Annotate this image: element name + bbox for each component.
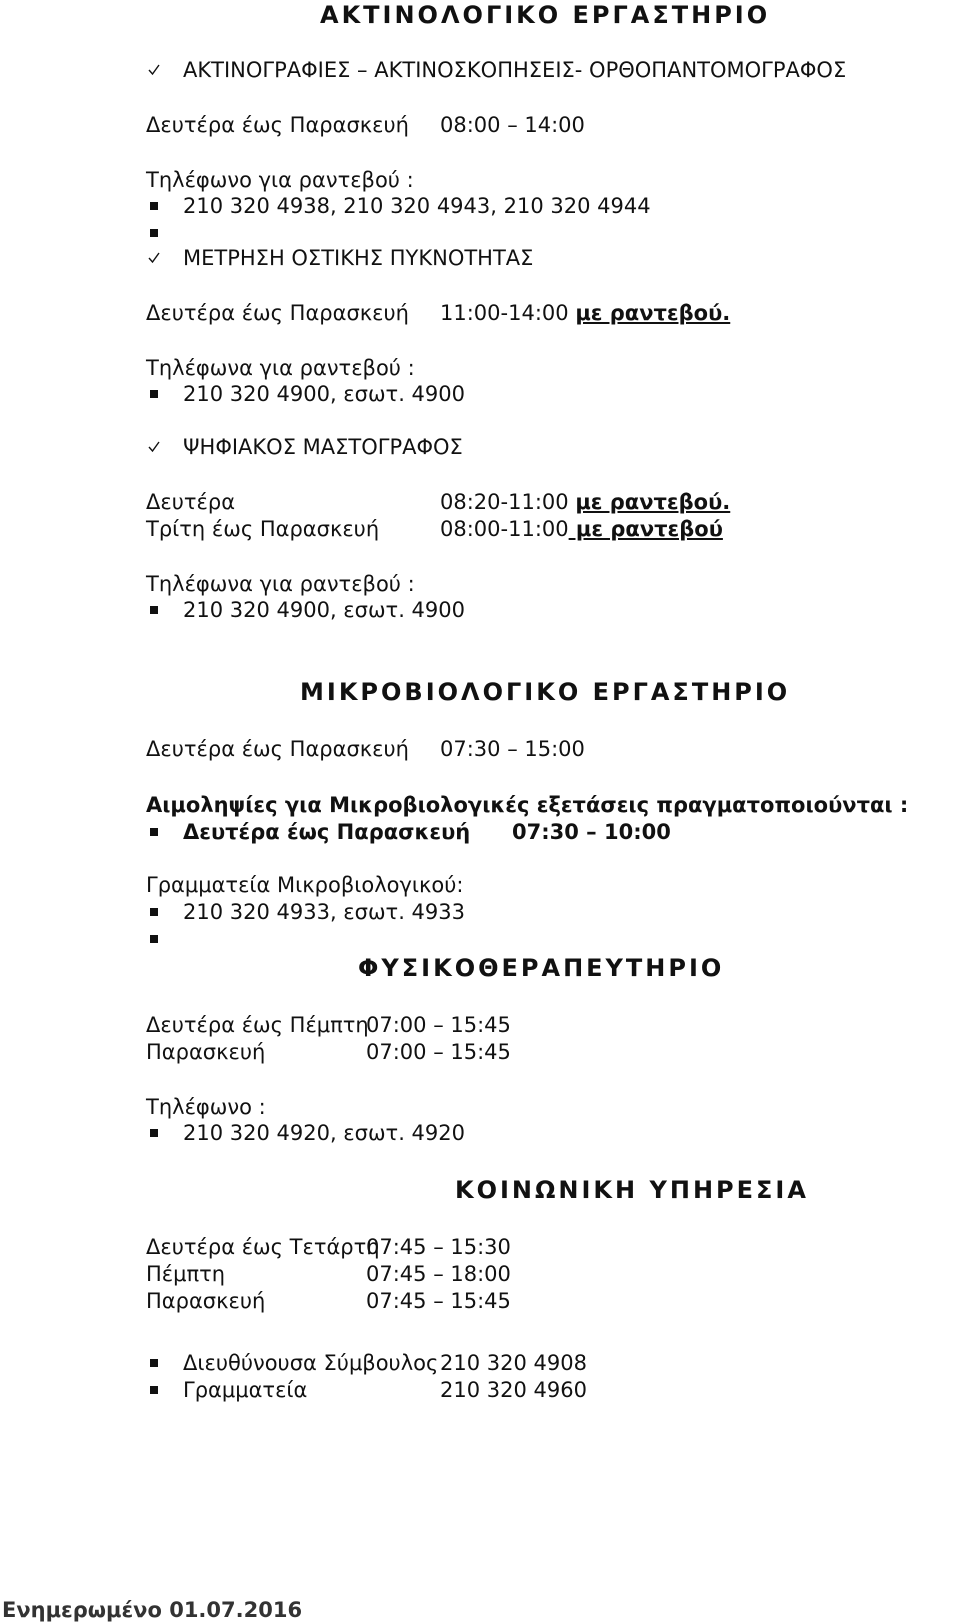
physiotherapy-phone: 210 320 4920, εσωτ. 4920 xyxy=(183,1121,465,1145)
bullet-square-icon xyxy=(150,229,158,237)
mammography-row2-hours: 08:00-11:00 xyxy=(440,517,569,541)
social-row2-days: Πέμπτη xyxy=(146,1262,226,1286)
director-phone: 210 320 4908 xyxy=(440,1351,587,1375)
microbiology-secretariat-phone: 210 320 4933, εσωτ. 4933 xyxy=(183,900,465,924)
social-row1-days: Δευτέρα έως Τετάρτη xyxy=(146,1235,380,1259)
physiotherapy-row1-hours: 07:00 – 15:45 xyxy=(366,1013,511,1037)
bullet-square-icon xyxy=(150,908,158,916)
social-service-title: ΚΟΙΝΩΝΙΚΗ ΥΠΗΡΕΣΙΑ xyxy=(455,1176,809,1204)
bullet-square-icon xyxy=(150,828,158,836)
bone-density-hours-line xyxy=(440,299,730,327)
social-secretariat-label: Γραμματεία xyxy=(183,1378,308,1402)
blood-draw-days: Δευτέρα έως Παρασκευή xyxy=(183,820,471,844)
blood-draw-hours: 07:30 – 10:00 xyxy=(512,820,671,844)
social-row2-hours: 07:45 – 18:00 xyxy=(366,1262,511,1286)
bone-density-heading: ΜΕΤΡΗΣΗ ΟΣΤΙΚΗΣ ΠΥΚΝΟΤΗΤΑΣ xyxy=(183,246,534,270)
xray-hours: 08:00 – 14:00 xyxy=(440,113,585,137)
physiotherapy-phone-label: Τηλέφωνο : xyxy=(146,1095,266,1119)
mammography-heading: ΨΗΦΙΑΚΟΣ ΜΑΣΤΟΓΡΑΦΟΣ xyxy=(183,435,463,459)
mammography-row1-hours-line xyxy=(440,488,730,516)
checkmark-icon xyxy=(148,252,160,264)
bullet-square-icon xyxy=(150,390,158,398)
bullet-square-icon xyxy=(150,606,158,614)
checkmark-icon xyxy=(148,64,160,76)
updated-date: Ενημερωμένο 01.07.2016 xyxy=(2,1598,303,1622)
mammography-row2-hours-line xyxy=(440,515,723,543)
mammography-row2-note: με ραντεβού xyxy=(568,517,723,541)
bullet-square-icon xyxy=(150,1359,158,1367)
microbiology-hours: 07:30 – 15:00 xyxy=(440,737,585,761)
social-row3-days: Παρασκευή xyxy=(146,1289,266,1313)
xray-phone-label: Τηλέφωνο για ραντεβού : xyxy=(146,168,414,192)
bullet-square-icon xyxy=(150,1386,158,1394)
physiotherapy-title: ΦΥΣΙΚΟΘΕΡΑΠΕΥΤΗΡΙΟ xyxy=(358,954,725,982)
checkmark-icon xyxy=(148,441,160,453)
bullet-square-icon xyxy=(150,202,158,210)
bone-density-phones: 210 320 4900, εσωτ. 4900 xyxy=(183,382,465,406)
physiotherapy-row1-days: Δευτέρα έως Πέμπτη xyxy=(146,1013,369,1037)
mammography-row1-days: Δευτέρα xyxy=(146,490,236,514)
bone-density-phone-label: Τηλέφωνα για ραντεβού : xyxy=(146,356,415,380)
director-label: Διευθύνουσα Σύμβουλος xyxy=(183,1351,439,1375)
microbiology-secretariat-label: Γραμματεία Μικροβιολογικού: xyxy=(146,873,464,897)
physiotherapy-row2-hours: 07:00 – 15:45 xyxy=(366,1040,511,1064)
bone-density-appointment-note: με ραντεβού. xyxy=(575,301,731,325)
bone-density-hours: 11:00-14:00 xyxy=(440,301,569,325)
bone-density-days: Δευτέρα έως Παρασκευή xyxy=(146,301,409,325)
mammography-row1-hours: 08:20-11:00 xyxy=(440,490,569,514)
physiotherapy-row2-days: Παρασκευή xyxy=(146,1040,266,1064)
radiology-title: ΑΚΤΙΝΟΛΟΓΙΚΟ ΕΡΓΑΣΤΗΡΙΟ xyxy=(320,1,771,29)
bullet-square-icon xyxy=(150,1129,158,1137)
xray-heading: ΑΚΤΙΝΟΓΡΑΦΙΕΣ – ΑΚΤΙΝΟΣΚΟΠΗΣΕΙΣ- ΟΡΘΟΠΑΝΤΟΜΟΓΡΑΦΟΣ xyxy=(183,58,847,82)
mammography-phone-label: Τηλέφωνα για ραντεβού : xyxy=(146,572,415,596)
mammography-row1-note: με ραντεβού. xyxy=(575,490,731,514)
mammography-row2-days: Τρίτη έως Παρασκευή xyxy=(146,517,380,541)
bullet-square-icon xyxy=(150,935,158,943)
xray-phones: 210 320 4938, 210 320 4943, 210 320 4944 xyxy=(183,194,651,218)
mammography-phones: 210 320 4900, εσωτ. 4900 xyxy=(183,598,465,622)
microbiology-days: Δευτέρα έως Παρασκευή xyxy=(146,737,409,761)
social-row1-hours: 07:45 – 15:30 xyxy=(366,1235,511,1259)
social-row3-hours: 07:45 – 15:45 xyxy=(366,1289,511,1313)
blood-draw-label: Αιμοληψίες για Μικροβιολογικές εξετάσεις πραγματοποιούνται : xyxy=(146,793,909,817)
xray-days: Δευτέρα έως Παρασκευή xyxy=(146,113,409,137)
microbiology-title: ΜΙΚΡΟΒΙΟΛΟΓΙΚΟ ΕΡΓΑΣΤΗΡΙΟ xyxy=(300,678,791,706)
social-secretariat-phone: 210 320 4960 xyxy=(440,1378,587,1402)
